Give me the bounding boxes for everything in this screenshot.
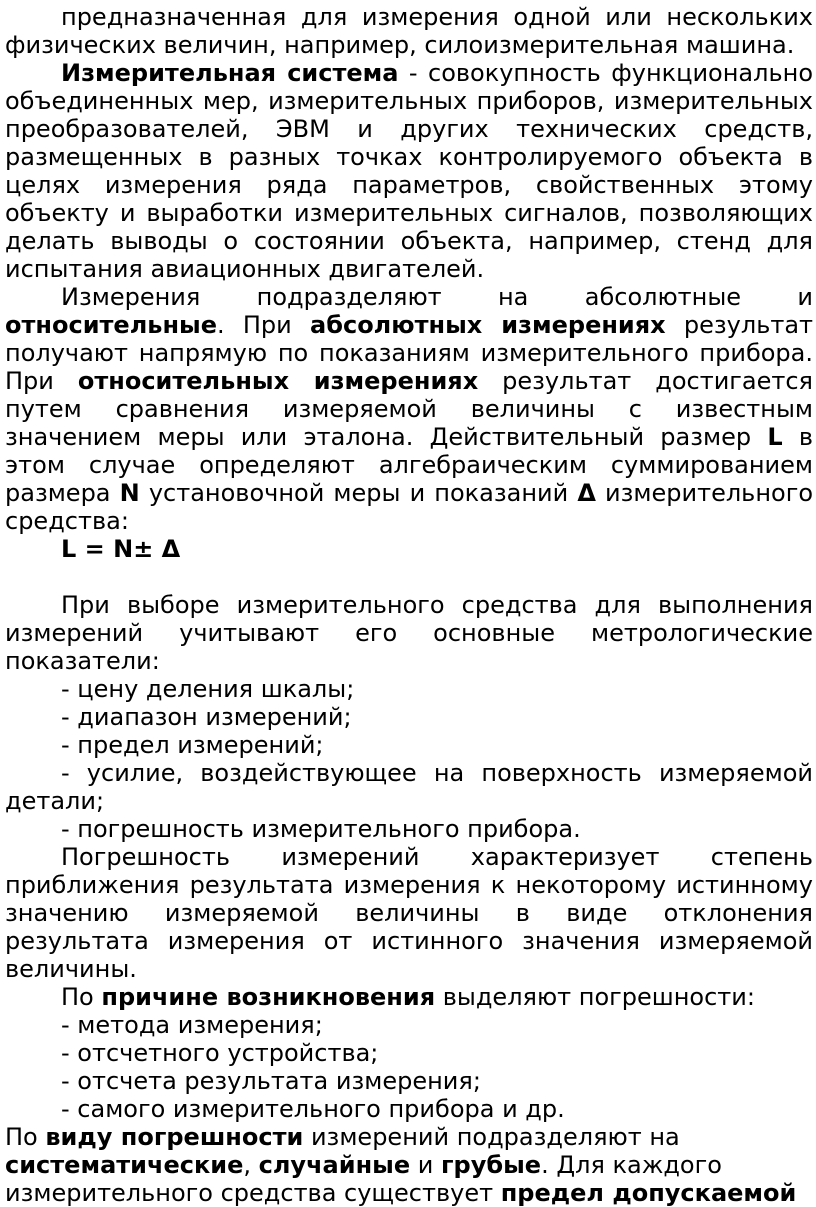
text-run: . При [217,311,311,339]
text-run: измерительного средства: [5,479,813,535]
text-run: выделяют погрешности: [435,983,755,1011]
term-permissible-limit: предел допускаемой [500,1179,797,1207]
text-run: . Для каждого [541,1151,722,1179]
term-absolute-measurements: абсолютных измерениях [310,311,666,339]
list-item: - отсчетного устройства; [61,1039,379,1067]
text-run: По [61,983,102,1011]
text-run: , [243,1151,259,1179]
text-run: По [5,1123,46,1151]
term-gross: грубые [440,1151,542,1179]
paragraph-kind-line-3 [5,1179,813,1207]
text-run: и [410,1151,441,1179]
symbol-L: L [767,423,783,451]
list-item: - диапазон измерений; [61,703,352,731]
list-item: - метода измерения; [61,1011,323,1039]
paragraph-measuring-system [5,59,813,283]
text-run: Измерения подразделяют на абсолютные и [61,283,813,311]
formula-text: L = N± Δ [61,535,181,563]
paragraph-1-line-2: физических величин, например, силоизмерительная машина. [5,31,795,59]
list-item: - погрешность измерительного прибора. [61,815,581,843]
paragraph-cause [5,983,813,1011]
term-relative-measurements: относительных измерениях [77,367,479,395]
text-run: результат достигается путем сравнения измеряемой величины с известным значением меры или эталона. Действительный размер [5,367,813,451]
term-cause: причине возникновения [101,983,436,1011]
text-run: в этом случае определяют алгебраическим суммированием размера [5,423,813,507]
list-item: - цену деления шкалы; [61,675,355,703]
blank-line [5,563,813,591]
paragraph-selection: При выборе измерительного средства для выполнения измерений учитывают его основные метрологические показатели: [5,591,813,675]
formula [5,535,813,563]
term-systematic: систематические [5,1151,244,1179]
paragraph-error: Погрешность измерений характеризует степень приближения результата измерения к некоторому истинному значению измеряемой величины в виде отклонения результата измерения от истинного значения измеряемой величины. [5,843,813,983]
symbol-delta: Δ [577,479,596,507]
list-item: - самого измерительного прибора и др. [61,1095,565,1123]
term-relative: относительные [5,311,218,339]
paragraph-kind-line-1 [5,1123,813,1151]
term-error-kind: виду погрешности [45,1123,304,1151]
paragraph-1-line-1: предназначенная для измерения одной или нескольких [61,3,813,31]
term-random: случайные [258,1151,411,1179]
paragraph-kind-line-2 [5,1151,813,1179]
symbol-N: N [119,479,140,507]
list-item: - предел измерений; [61,731,324,759]
list-item: - усилие, воздействующее на поверхность измеряемой детали; [5,759,813,815]
definition-text: - совокупность функционально объединенных мер, измерительных приборов, измерительных преобразователей, ЭВМ и других технических средств, размещенных в разных точках контролируемого объекта в целях измерения ряда параметров, свойственных этому объекту и выработки измерительных сигналов, позволяющих делать выводы о состоянии объекта, например, стенд для испытания авиационных двигателей. [5,59,813,283]
paragraph-absolute-relative [5,283,813,535]
text-run: измерений подразделяют на [303,1123,680,1151]
text-run: измерительного средства существует [5,1179,501,1207]
text-run: результат получают напрямую по показаниям измерительного прибора. При [5,311,813,395]
text-run: установочной меры и показаний [139,479,578,507]
list-item: - отсчета результата измерения; [61,1067,481,1095]
term-measuring-system: Измерительная система [61,59,399,87]
